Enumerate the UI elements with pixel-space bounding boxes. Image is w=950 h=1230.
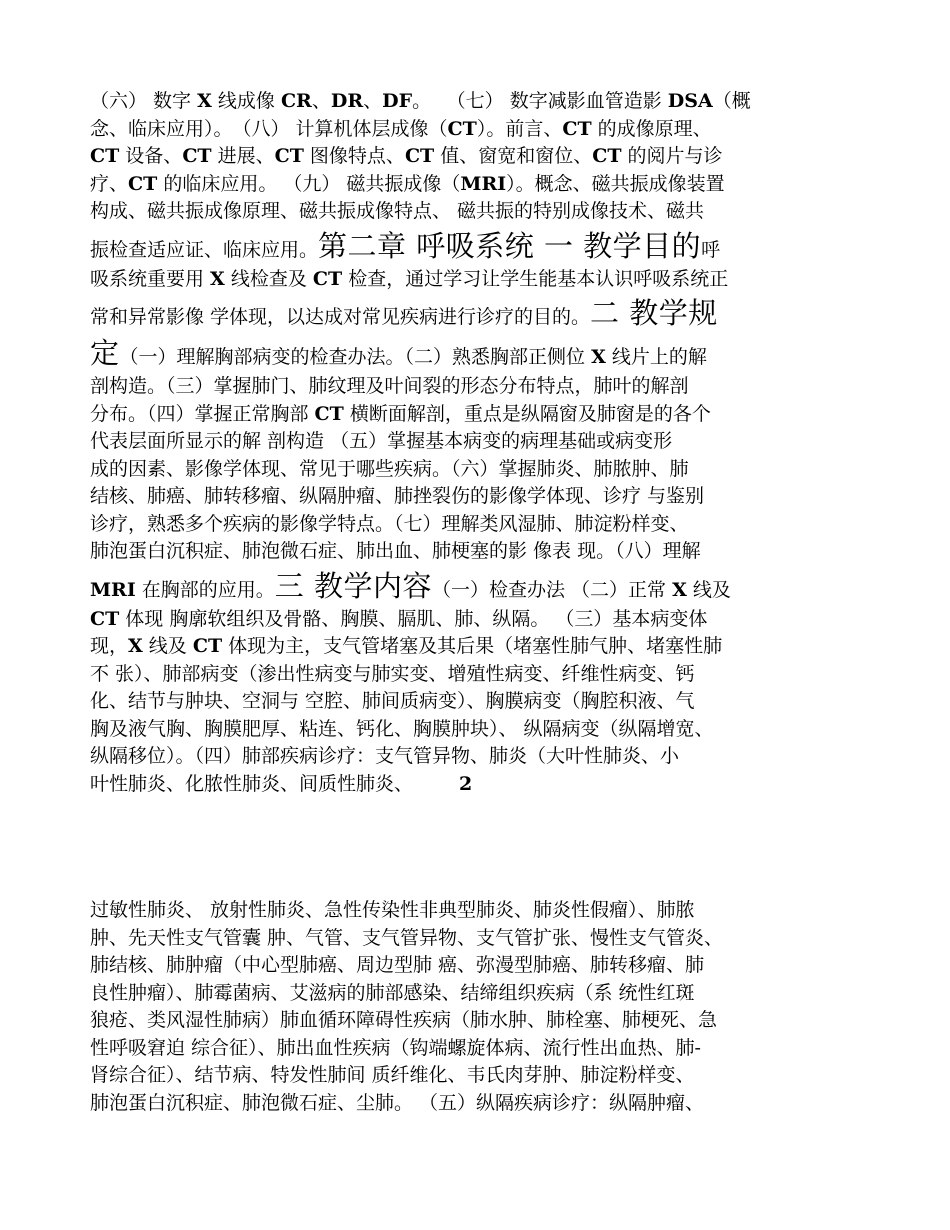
- text-line: [90, 88, 870, 116]
- text-run-bold: CT: [447, 117, 477, 140]
- text-run: 值、窗宽和窗位、: [434, 145, 593, 167]
- text-run: ）。概念、磁共振成像装置: [506, 172, 725, 195]
- text-run-bold: MRI: [460, 172, 507, 195]
- text-line: [90, 606, 870, 634]
- text-line: 肺泡蛋白沉积症、肺泡微石症、肺出血、肺梗塞的影 像表 现。（八）理解: [90, 540, 701, 562]
- text-line: 胸及液气胸、胸膜肥厚、粘连、钙化、胸膜肿块）、 纵隔病变（纵隔增宽、: [90, 717, 714, 740]
- text-run-bold: CT: [90, 145, 120, 167]
- text-line: 剖构造。（三）掌握肺门、肺纹理及叶间裂的形态分布特点，肺叶的解剖: [90, 375, 689, 397]
- text-run-bold: MRI: [90, 578, 136, 601]
- section-heading: 二 教学规: [590, 296, 718, 330]
- section-heading: 三 教学内容: [274, 568, 432, 603]
- text-run: （六） 数字: [90, 90, 198, 112]
- text-run: 的阅片与诊: [621, 145, 723, 167]
- text-run: 呼: [701, 238, 721, 261]
- text-run-bold: DR: [330, 90, 364, 112]
- text-run: 横断面解剖，重点是纵隔窗及肺窗是的各个: [343, 402, 711, 425]
- text-line: 性呼吸窘迫 综合征）、肺出血性疾病（钩端螺旋体病、流行性出血热、肺-: [90, 1036, 701, 1059]
- document-page-lower: [90, 897, 870, 1117]
- text-run: 线成像: [211, 90, 281, 112]
- text-line: 纵隔移位）。（四）肺部疾病诊疗：支气管异物、肺炎（大叶性肺炎、小: [90, 745, 680, 767]
- text-run-bold: CT: [192, 635, 223, 657]
- text-run-bold: CT: [90, 607, 120, 630]
- text-run-bold: DSA: [667, 90, 713, 112]
- text-run: 设备、: [119, 145, 183, 167]
- text-run-bold: CT: [274, 145, 304, 167]
- text-line: 结核、肺癌、肺转移瘤、纵隔肿瘤、肺挫裂伤的影像学体现、诊疗 与鉴别: [90, 485, 705, 507]
- text-run: 线检查及: [224, 267, 313, 290]
- text-run: 检查，通过学习让学生能基本认识呼吸系统正: [342, 267, 729, 290]
- text-run: （一）检查办法 （二）正常: [431, 578, 673, 601]
- text-run-bold: CT: [128, 172, 158, 195]
- text-run: 振检查适应证、临床应用。: [90, 238, 319, 261]
- text-run-bold: X: [128, 635, 143, 657]
- text-run: 体现为主，支气管堵塞及其后果（堵塞性肺气肿、堵塞性肺: [222, 635, 723, 657]
- text-line: 肿、先天性支气管囊 肿、气管、支气管异物、支气管扩张、慢性支气管炎、: [90, 926, 724, 949]
- text-line: 肺结核、肺肿瘤（中心型肺癌、周边型肺 癌、弥漫型肺癌、肺转移瘤、肺: [90, 954, 705, 976]
- text-line: 不 张）、肺部病变（渗出性病变与肺实变、增殖性病变、纤维性病变、钙: [90, 662, 695, 685]
- text-run: 叶性肺炎、化脓性肺炎、间质性肺炎、: [90, 772, 414, 795]
- text-run: 线片上的解: [605, 346, 707, 368]
- text-line: 肺泡蛋白沉积症、肺泡微石症、尘肺。 （五）纵隔疾病诊疗：纵隔肿瘤、: [90, 1091, 705, 1114]
- text-run: ）。前言、: [476, 117, 563, 140]
- text-line: 过敏性肺炎、 放射性肺炎、急性传染性非典型肺炎、肺炎性假瘤）、肺脓: [90, 899, 695, 921]
- text-line: 狼疮、类风湿性肺病）肺血循环障碍性疾病（肺水肿、肺栓塞、肺梗死、急: [90, 1009, 718, 1031]
- text-run-bold: X: [197, 90, 212, 112]
- text-line: 代表层面所显示的解 剖构造 （五）掌握基本病变的病理基础或病变形: [90, 430, 673, 452]
- text-line: 构成、磁共振成像原理、磁共振成像特点、 磁共振的特别成像技术、磁共: [90, 200, 705, 222]
- text-run: 体现 胸廓软组织及骨骼、胸膜、膈肌、肺、纵隔。 （三）基本病变体: [119, 607, 708, 630]
- text-run: 。 （七） 数字减影血管造影: [412, 90, 668, 112]
- text-run: 吸系统重要用: [90, 267, 211, 290]
- text-run-bold: CR: [280, 90, 312, 112]
- text-line: [90, 143, 870, 171]
- text-line: [90, 266, 870, 294]
- text-run-bold: X: [210, 267, 225, 290]
- text-run-bold: CT: [182, 145, 212, 167]
- document-page-upper: [90, 88, 870, 798]
- text-run: 、: [311, 90, 331, 112]
- text-run: 图像特点、: [303, 145, 405, 167]
- text-line: 肾综合征）、结节病、特发性肺间 质纤维化、韦氏肉芽肿、肺淀粉样变、: [90, 1064, 695, 1086]
- text-line: [90, 401, 870, 429]
- text-line: 诊疗，熟悉多个疾病的影像学特点。（七）理解类风湿肺、肺淀粉样变、: [90, 512, 689, 535]
- section-heading-cont: 定: [90, 336, 120, 370]
- text-run: （概: [712, 90, 751, 112]
- text-run: 的成像原理、: [591, 117, 712, 140]
- text-line: 化、结节与肿块、空洞与 空腔、肺间质病变）、胸膜病变（胸腔积液、气: [90, 690, 695, 712]
- chapter-heading: 第二章 呼吸系统 一 教学目的: [318, 228, 702, 263]
- text-run: （一）理解胸部病变的检查办法。（二）熟悉胸部正侧位: [119, 346, 592, 368]
- text-line: [90, 226, 870, 266]
- text-line: [90, 333, 870, 373]
- text-run-bold: CT: [312, 267, 343, 290]
- text-line: [90, 633, 870, 661]
- text-run-bold: CT: [562, 117, 592, 140]
- text-run-bold: X: [591, 346, 606, 368]
- text-run: 念、临床应用）。 （八） 计算机体层成像（: [90, 117, 448, 140]
- text-line: 成的因素、影像学体现、常见于哪些疾病。（六）掌握肺炎、肺脓肿、肺: [90, 457, 689, 480]
- text-line: 良性肿瘤）、肺霉菌病、艾滋病的肺部感染、结缔组织疾病（系 统性红斑: [90, 981, 695, 1004]
- text-run-bold: DF: [382, 90, 413, 112]
- text-run-bold: CT: [404, 145, 435, 167]
- text-run: 进展、: [211, 145, 275, 167]
- text-run-bold: CT: [592, 145, 622, 167]
- text-line: [90, 171, 870, 199]
- text-line: [90, 116, 870, 144]
- text-run-bold: CT: [314, 402, 344, 425]
- text-run: 线及: [142, 635, 193, 657]
- text-run: 分布。（四）掌握正常胸部: [90, 402, 315, 425]
- text-run: 疗、: [90, 172, 129, 195]
- text-run: 线及: [686, 578, 731, 601]
- text-run: 的临床应用。 （九） 磁共振成像（: [157, 172, 461, 195]
- text-run-bold: X: [672, 578, 687, 601]
- page-number: 2: [459, 772, 473, 795]
- text-line: [90, 566, 870, 606]
- text-run: 在胸部的应用。: [135, 578, 275, 601]
- text-run: 现，: [90, 635, 129, 657]
- text-line: [90, 293, 870, 333]
- text-line: [90, 771, 870, 799]
- text-run: 常和异常影像 学体现，以达成对常见疾病进行诊疗的目的。: [90, 306, 591, 328]
- text-run: 、: [363, 90, 383, 112]
